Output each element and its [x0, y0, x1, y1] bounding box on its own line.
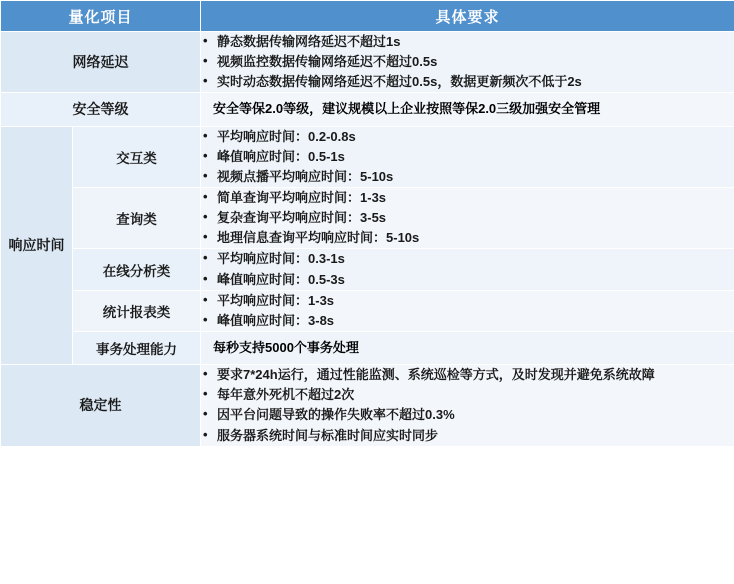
table-row — [1, 93, 734, 126]
list-item: • 地理信息查询平均响应时间：5-10s — [201, 228, 734, 248]
table-row — [1, 290, 734, 331]
list-item: • 服务器系统时间与标准时间应实时同步 — [201, 426, 734, 446]
list-item: • 平均响应时间：1-3s — [201, 291, 734, 311]
row-category-network-latency: 网络延迟 — [1, 32, 201, 93]
list-item: • 每年意外死机不超过2次 — [201, 385, 734, 405]
row-detail-interactive — [201, 126, 734, 187]
row-detail-statistics-report — [201, 290, 734, 331]
list-item: • 要求7*24h运行，通过性能监测、系统巡检等方式，及时发现并避免系统故障 — [201, 365, 734, 385]
list-item: • 平均响应时间：0.3-1s — [201, 249, 734, 269]
row-detail-transaction-capacity: 每秒支持5000个事务处理 — [201, 331, 734, 364]
table-row — [1, 126, 734, 187]
list-item: • 实时动态数据传输网络延迟不超过0.5s，数据更新频次不低于2s — [201, 72, 734, 92]
table-header-row — [1, 1, 734, 32]
list-item: • 峰值响应时间：0.5-1s — [201, 147, 734, 167]
row-detail-stability — [201, 365, 734, 447]
row-detail-security-level: 安全等保2.0等级，建议规模以上企业按照等保2.0三级加强安全管理 — [201, 93, 734, 126]
table-row — [1, 331, 734, 364]
list-item: • 简单查询平均响应时间：1-3s — [201, 188, 734, 208]
list-item: • 复杂查询平均响应时间：3-5s — [201, 208, 734, 228]
table-row — [1, 365, 734, 447]
subrow-label-statistics-report: 统计报表类 — [73, 290, 201, 331]
table-row — [1, 187, 734, 248]
subrow-label-online-analysis: 在线分析类 — [73, 249, 201, 290]
row-category-stability: 稳定性 — [1, 365, 201, 447]
row-detail-query — [201, 187, 734, 248]
subrow-label-interactive: 交互类 — [73, 126, 201, 187]
list-item: • 视频点播平均响应时间：5-10s — [201, 167, 734, 187]
header-cell-requirement: 具体要求 — [201, 1, 734, 32]
subrow-label-query: 查询类 — [73, 187, 201, 248]
list-item: • 峰值响应时间：0.5-3s — [201, 270, 734, 290]
subrow-label-transaction-capacity: 事务处理能力 — [73, 331, 201, 364]
list-item: • 峰值响应时间：3-8s — [201, 311, 734, 331]
row-detail-online-analysis — [201, 249, 734, 290]
list-item: • 静态数据传输网络延迟不超过1s — [201, 32, 734, 52]
list-item: • 平均响应时间：0.2-0.8s — [201, 127, 734, 147]
list-item: • 视频监控数据传输网络延迟不超过0.5s — [201, 52, 734, 72]
list-item: • 因平台问题导致的操作失败率不超过0.3% — [201, 405, 734, 425]
table-row — [1, 249, 734, 290]
row-category-security-level: 安全等级 — [1, 93, 201, 126]
row-detail-network-latency — [201, 32, 734, 93]
table-row — [1, 32, 734, 93]
header-cell-category: 量化项目 — [1, 1, 201, 32]
row-category-response-time: 响应时间 — [1, 126, 73, 365]
